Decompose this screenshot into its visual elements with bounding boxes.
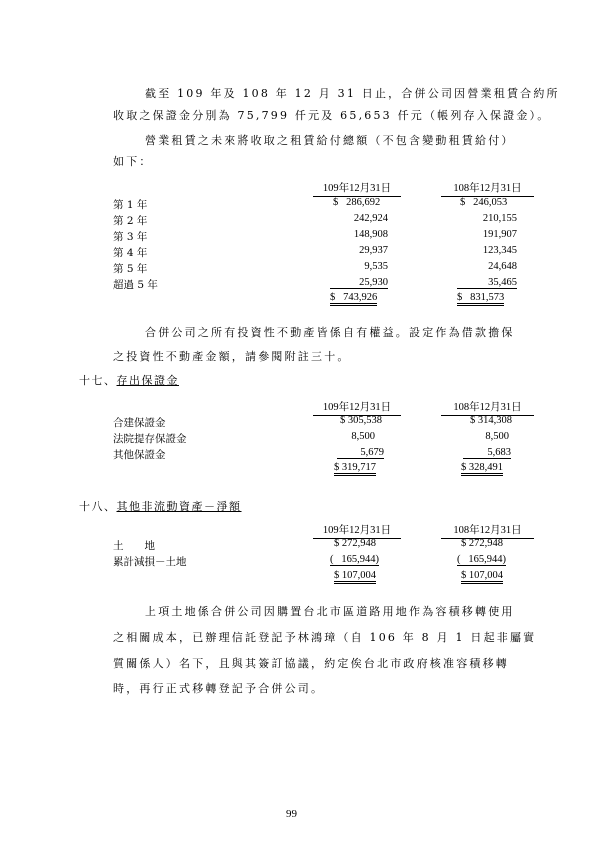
s17-total-109: $ 319,717 bbox=[334, 462, 376, 476]
s18-total-108: $ 107,004 bbox=[461, 570, 503, 584]
para4-line2: 之相關成本，已辦理信託登記予林鴻璋（自 106 年 8 月 1 日起非屬實 bbox=[113, 631, 537, 644]
page-number: 99 bbox=[286, 808, 297, 820]
lease-row-label: 超過 5 年 bbox=[113, 279, 158, 291]
s18-row-label: 累計減損－土地 bbox=[113, 556, 187, 568]
para4-line3: 質關係人）名下，且與其簽訂協議，約定俟台北市政府核准容積移轉 bbox=[113, 657, 509, 670]
lease-row-label: 第 4 年 bbox=[113, 247, 148, 259]
s17-value-108: $ 314,308 bbox=[470, 415, 512, 426]
s17-value-109: $ 305,538 bbox=[340, 415, 382, 426]
section18-heading bbox=[79, 498, 242, 514]
s17-header-108: 108年12月31日 bbox=[441, 399, 534, 416]
lease-value-109: 242,924 bbox=[353, 213, 388, 224]
s18-row-label: 土 地 bbox=[113, 540, 155, 552]
para3-line2: 之投資性不動產金額，請參閱附註三十。 bbox=[113, 350, 351, 363]
s18-value-109: $ 272,948 bbox=[334, 538, 376, 549]
lease-value-108: $ 246,053 bbox=[460, 197, 508, 208]
s18-value-108-text: ( 165,944) bbox=[457, 554, 506, 565]
para4-line1: 上項土地係合併公司因購置台北市區道路用地作為容積移轉使用 bbox=[145, 605, 515, 618]
s17-value-109: 5,679 bbox=[337, 447, 384, 459]
section-title: 其他非流動資產－淨額 bbox=[116, 500, 242, 513]
lease-row-label: 第 1 年 bbox=[113, 199, 148, 211]
para1-line2: 收取之保證金分別為 75,799 仟元及 65,653 仟元（帳列存入保證金）。 bbox=[113, 109, 551, 122]
lease-row-label: 第 5 年 bbox=[113, 263, 148, 275]
para3-line1: 合併公司之所有投資性不動產皆係自有權益。設定作為借款擔保 bbox=[145, 326, 515, 339]
para2-line2: 如下： bbox=[113, 155, 153, 168]
s17-row-label: 法院提存保證金 bbox=[113, 433, 187, 445]
s18-header-108: 108年12月31日 bbox=[441, 522, 534, 539]
para2-line1: 營業租賃之未來將收取之租賃給付總額（不包含變動租賃給付） bbox=[145, 134, 515, 147]
lease-value-108: 24,648 bbox=[488, 261, 517, 272]
s18-value-109 bbox=[330, 554, 379, 565]
section17-heading bbox=[79, 372, 179, 388]
s17-row-label: 其他保證金 bbox=[113, 449, 166, 461]
s17-value-108: 8,500 bbox=[485, 431, 509, 442]
s18-total-109: $ 107,004 bbox=[334, 570, 376, 584]
section-title: 存出保證金 bbox=[116, 374, 179, 387]
para4-line4: 時，再行正式移轉登記予合併公司。 bbox=[113, 682, 325, 695]
lease-value-108: 210,155 bbox=[482, 213, 517, 224]
lease-value-108: 35,465 bbox=[457, 277, 517, 289]
section-number: 十八、 bbox=[79, 500, 117, 513]
lease-total-109: $ 743,926 bbox=[330, 292, 377, 306]
s17-row-label: 合建保證金 bbox=[113, 417, 166, 429]
s17-header-109: 109年12月31日 bbox=[313, 399, 401, 416]
lease-row-label: 第 2 年 bbox=[113, 215, 148, 227]
s18-header-109: 109年12月31日 bbox=[313, 522, 401, 539]
para1-line1: 截至 109 年及 108 年 12 月 31 日止，合併公司因營業租賃合約所 bbox=[145, 87, 560, 100]
lease-value-109: 29,937 bbox=[359, 245, 388, 256]
lease-value-108: 191,907 bbox=[482, 229, 517, 240]
lease-value-108: 123,345 bbox=[482, 245, 517, 256]
section-number: 十七、 bbox=[79, 374, 117, 387]
s18-value-109-text: ( 165,944) bbox=[330, 554, 379, 565]
lease-value-109: 9,535 bbox=[364, 261, 388, 272]
lease-value-109: $ 286,692 bbox=[333, 197, 381, 208]
lease-row-label: 第 3 年 bbox=[113, 231, 148, 243]
s17-value-109: 8,500 bbox=[351, 431, 375, 442]
lease-value-109: 148,908 bbox=[353, 229, 388, 240]
lease-header-109: 109年12月31日 bbox=[313, 180, 401, 197]
lease-value-109: 25,930 bbox=[330, 277, 388, 289]
s18-value-108 bbox=[457, 554, 506, 565]
s17-total-108: $ 328,491 bbox=[461, 462, 503, 476]
s17-value-108: 5,683 bbox=[463, 447, 511, 459]
lease-header-108: 108年12月31日 bbox=[441, 180, 534, 197]
lease-total-108: $ 831,573 bbox=[457, 292, 504, 306]
s18-value-108: $ 272,948 bbox=[461, 538, 503, 549]
